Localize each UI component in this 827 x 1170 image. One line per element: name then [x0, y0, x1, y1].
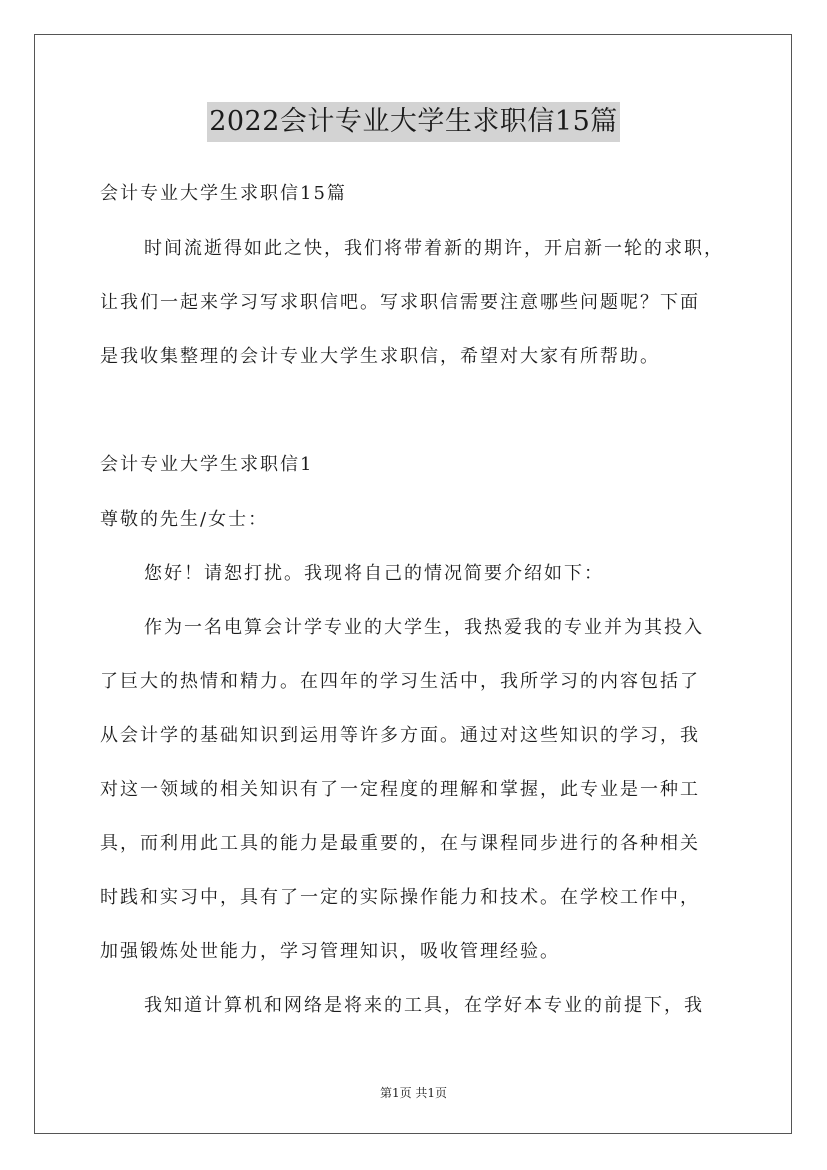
title-container [0, 102, 827, 142]
body-line-7: 加强锻炼处世能力，学习管理知识，吸收管理经验。 [100, 941, 560, 962]
body-line-3: 从会计学的基础知识到运用等许多方面。通过对这些知识的学习，我 [100, 725, 700, 746]
intro-line-1: 时间流逝得如此之快，我们将带着新的期许，开启新一轮的求职， [144, 238, 724, 259]
body-line-6: 时践和实习中，具有了一定的实际操作能力和技术。在学校工作中， [100, 887, 700, 908]
body-line-4: 对这一领域的相关知识有了一定程度的理解和掌握，此专业是一种工 [100, 779, 700, 800]
section-heading: 会计专业大学生求职信1 [100, 454, 314, 475]
document-title: 2022会计专业大学生求职信15篇 [207, 102, 620, 142]
page-number: 第1页 共1页 [379, 1086, 448, 1100]
document-subtitle: 会计专业大学生求职信15篇 [100, 183, 347, 204]
intro-line-3: 是我收集整理的会计专业大学生求职信，希望对大家有所帮助。 [100, 346, 660, 367]
intro-line-2: 让我们一起来学习写求职信吧。写求职信需要注意哪些问题呢？下面 [100, 292, 700, 313]
greeting: 您好！请恕打扰。我现将自己的情况简要介绍如下： [144, 563, 604, 584]
body-line-1: 作为一名电算会计学专业的大学生，我热爱我的专业并为其投入 [144, 617, 704, 638]
salutation: 尊敬的先生/女士： [100, 509, 269, 530]
body-line-2: 了巨大的热情和精力。在四年的学习生活中，我所学习的内容包括了 [100, 671, 700, 692]
body-line-5: 具，而利用此工具的能力是最重要的，在与课程同步进行的各种相关 [100, 833, 700, 854]
body-last-line: 我知道计算机和网络是将来的工具，在学好本专业的前提下，我 [144, 995, 704, 1016]
